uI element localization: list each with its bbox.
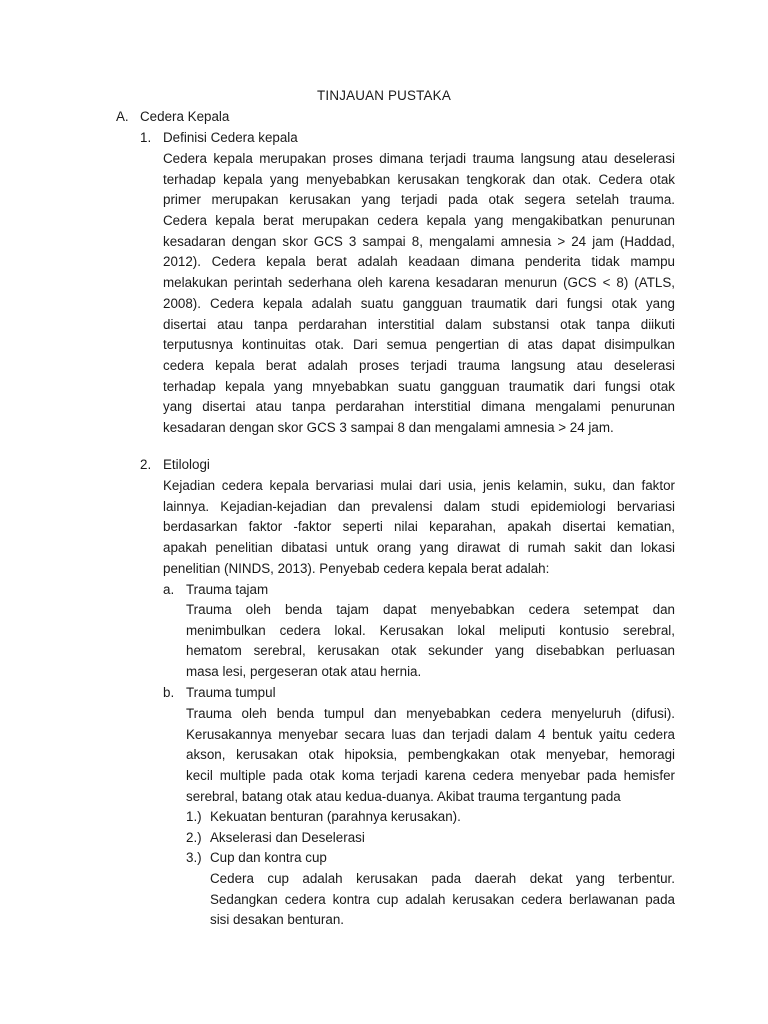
paragraph-line: melakukan perintah sederhana oleh karena kesadaran menurun (GCS < 8) (ATLS,: [163, 275, 675, 291]
item-2-marker: 2.: [140, 457, 152, 472]
paragraph-line: Cedera cup adalah kerusakan pada daerah dekat yang terbentur.: [210, 871, 675, 886]
paragraph-line: kesadaran dengan skor GCS 3 sampai 8 dan mengalami amnesia > 24 jam.: [163, 419, 614, 435]
item-2a-marker: a.: [163, 582, 175, 597]
paragraph-line: serebral, batang otak atau kedua-duanya. Akibat trauma tergantung pada: [186, 788, 621, 804]
paragraph-line: terputusnya kontinuitas otak. Dari semua pengertian di atas dapat disimpulkan: [163, 337, 675, 353]
sub-1-text: Kekuatan benturan (parahnya kerusakan).: [210, 809, 461, 824]
paragraph-line: disertai atau tanpa perdarahan interstitial dalam substansi otak tanpa diikuti: [163, 316, 675, 332]
paragraph-line: Cedera kepala berat merupakan cedera kepala yang mengakibatkan penurunan: [163, 213, 675, 229]
section-a-marker: A.: [116, 109, 129, 124]
sub-3-marker: 3.): [186, 850, 202, 865]
paragraph-line: 2012). Cedera kepala berat adalah keadaan dimana penderita tidak mampu: [163, 254, 675, 270]
paragraph-line: kecil multiple pada otak koma terjadi karena cedera menyebar pada hemisfer: [186, 768, 675, 784]
sub-1-marker: 1.): [186, 809, 202, 824]
paragraph-line: kesadaran dengan skor GCS 3 sampai 8, mengalami amnesia > 24 jam (Haddad,: [163, 233, 675, 249]
paragraph-line: akson, kerusakan otak hipoksia, pembengkakan otak menyebar, hemoragi: [186, 747, 675, 763]
paragraph-line: yang disertai atau tanpa perdarahan interstitial dimana mengalami penurunan: [163, 399, 675, 415]
item-2-paragraph: [163, 476, 675, 579]
sub-2-text: Akselerasi dan Deselerasi: [210, 830, 365, 845]
sub-2-marker: 2.): [186, 830, 202, 845]
item-1-marker: 1.: [140, 130, 152, 145]
paragraph-line: Trauma oleh benda tumpul dan menyebabkan cedera menyeluruh (difusi).: [186, 706, 675, 721]
item-2a-heading: Trauma tajam: [186, 582, 269, 597]
paragraph-line: Trauma oleh benda tajam dapat menyebabkan cedera setempat dan: [186, 602, 675, 617]
item-1-paragraph: [163, 149, 675, 439]
paragraph-line: lainnya. Kejadian-kejadian dan prevalensi dalam studi epidemiologi bervariasi: [163, 498, 675, 514]
paragraph-line: Sedangkan cedera kontra cup adalah kerusakan cedera berlawanan pada: [210, 891, 675, 907]
item-1-heading: Definisi Cedera kepala: [163, 130, 298, 145]
section-a-heading: Cedera Kepala: [140, 109, 230, 124]
sub-3-text: Cup dan kontra cup: [210, 850, 327, 865]
item-2-heading: Etilologi: [163, 457, 210, 472]
paragraph-line: Kerusakannya menyebar secara luas dan terjadi dalam 4 bentuk yaitu cedera: [186, 726, 675, 742]
paragraph-line: Cedera kepala merupakan proses dimana terjadi trauma langsung atau deselerasi: [163, 151, 675, 166]
paragraph-line: apakah penelitian dibatasi untuk orang yang dirawat di rumah sakit dan lokasi: [163, 540, 675, 556]
paragraph-line: berdasarkan faktor -faktor seperti nilai keparahan, apakah disertai kematian,: [163, 519, 675, 535]
page-title: TINJAUAN PUSTAKA: [317, 88, 451, 103]
sub-3-paragraph: [210, 869, 675, 931]
item-2a-paragraph: [186, 600, 675, 683]
paragraph-line: Kejadian cedera kepala bervariasi mulai dari usia, jenis kelamin, suku, dan faktor: [163, 478, 675, 493]
item-2b-paragraph: [186, 704, 675, 807]
paragraph-line: masa lesi, pergeseran otak atau hernia.: [186, 664, 422, 680]
item-2b-marker: b.: [163, 685, 175, 700]
paragraph-line: penelitian (NINDS, 2013). Penyebab cedera kepala berat adalah:: [163, 560, 550, 576]
paragraph-line: cedera kepala berat adalah proses terjadi trauma langsung atau deselerasi: [163, 357, 675, 373]
paragraph-line: sisi desakan benturan.: [210, 912, 344, 928]
paragraph-line: 2008). Cedera kepala adalah suatu gangguan traumatik dari fungsi otak yang: [163, 295, 675, 311]
paragraph-line: terhadap kepala yang menyebabkan kerusakan tengkorak dan otak. Cedera otak: [163, 171, 675, 187]
paragraph-line: terhadap kepala yang mnyebabkan suatu gangguan traumatik dari fungsi otak: [163, 378, 675, 394]
paragraph-line: hematom serebral, kerusakan otak sekunder yang disebabkan perluasan: [186, 643, 675, 659]
paragraph-line: primer merupakan kerusakan yang terjadi pada otak segera setelah trauma.: [163, 192, 675, 208]
item-2b-heading: Trauma tumpul: [186, 685, 276, 700]
paragraph-line: menimbulkan cedera lokal. Kerusakan lokal meliputi kontusio serebral,: [186, 622, 675, 638]
